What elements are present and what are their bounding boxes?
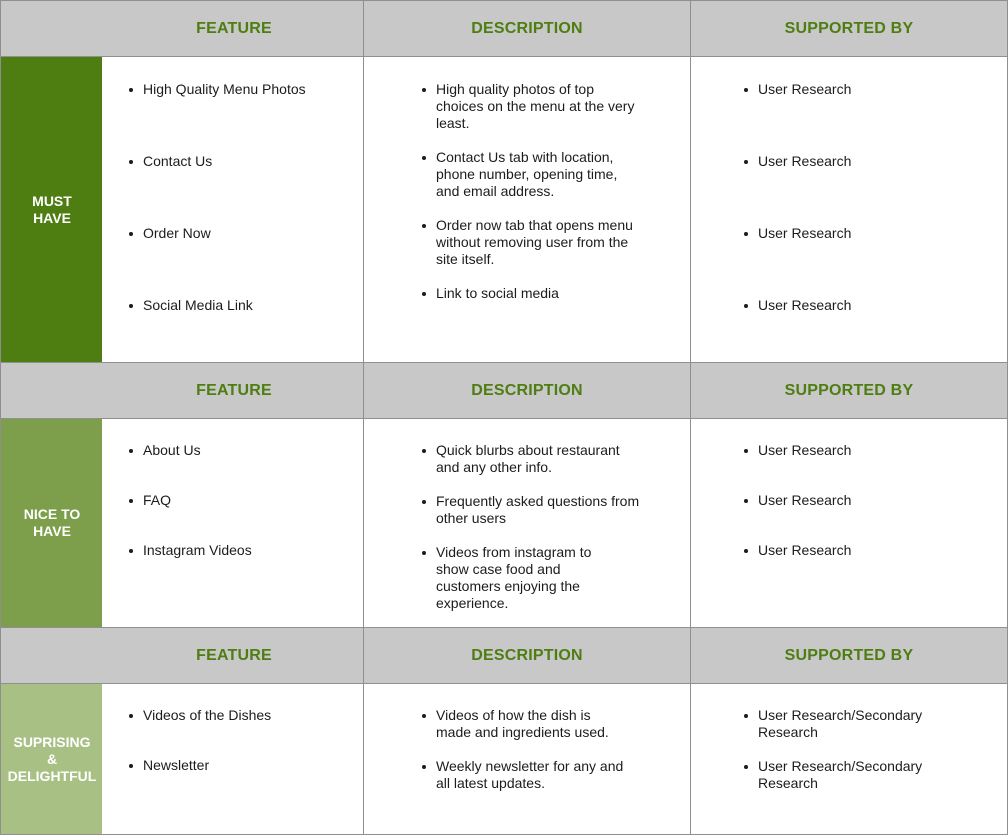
list-item: About Us [129,442,201,459]
supported-by-cell-1 [690,56,1008,363]
category-surprising-delightful [0,683,103,835]
list-item: Contact Us tab with location, phone number, opening time, and email address. [422,149,640,200]
description-header-2 [363,362,691,419]
feature-header-2 [0,362,364,419]
category-label: SUPRISING [13,733,91,750]
list-item: High Quality Menu Photos [129,81,306,98]
list-item: Videos of how the dish is made and ingredients used. [422,707,627,741]
feature-header-1 [0,0,364,57]
feature-cell-3 [102,683,364,835]
feature-header-label: FEATURE [196,19,272,37]
description-header-label: DESCRIPTION [471,19,583,37]
list-item: Videos from instagram to show case food and customers enjoying the experience. [422,544,622,612]
feature-cell-2 [102,418,364,628]
list-item: FAQ [129,492,171,509]
description-header-label: DESCRIPTION [471,381,583,399]
list-item: Videos of the Dishes [129,707,271,724]
description-header-1 [363,0,691,57]
description-header-3 [363,627,691,684]
list-item: Social Media Link [129,297,253,314]
category-label: & [46,750,58,767]
list-item: Quick blurbs about restaurant and any other info. [422,442,640,476]
list-item: Frequently asked questions from other users [422,493,640,527]
category-nice-to-have [0,418,103,628]
supported-by-header-2 [690,362,1008,419]
list-item: User Research [744,442,851,459]
category-label: NICE TO [23,506,81,522]
list-item: User Research [744,81,851,98]
category-label: MUST [32,192,72,209]
description-cell-3 [363,683,691,835]
supported-by-cell-3 [690,683,1008,835]
category-label: HAVE [33,523,71,539]
list-item: User Research [744,225,851,242]
list-item: Contact Us [129,153,212,170]
supported-by-cell-2 [690,418,1008,628]
supported-by-header-label: SUPPORTED BY [784,381,914,399]
list-item: Link to social media [422,285,640,302]
list-item: Order now tab that opens menu without removing user from the site itself. [422,217,640,268]
description-cell-2 [363,418,691,628]
feature-header-label: FEATURE [196,381,272,399]
supported-by-header-label: SUPPORTED BY [784,646,914,664]
list-item: Order Now [129,225,211,242]
list-item: User Research [744,153,851,170]
feature-header-3 [0,627,364,684]
description-header-label: DESCRIPTION [471,646,583,664]
category-label: DELIGHTFUL [7,767,97,784]
list-item: User Research [744,297,851,314]
supported-by-header-3 [690,627,1008,684]
category-label: HAVE [33,209,71,226]
feature-cell-1 [102,56,364,363]
list-item: User Research/Secondary Research [744,707,944,741]
supported-by-header-1 [690,0,1008,57]
list-item: User Research/Secondary Research [744,758,944,792]
list-item: Instagram Videos [129,542,252,559]
list-item: User Research [744,492,851,509]
feature-header-label: FEATURE [196,646,272,664]
category-must-have [0,56,103,363]
list-item: Newsletter [129,757,209,774]
list-item: High quality photos of top choices on the menu at the very least. [422,81,640,132]
list-item: User Research [744,542,851,559]
description-cell-1 [363,56,691,363]
list-item: Weekly newsletter for any and all latest updates. [422,758,640,792]
supported-by-header-label: SUPPORTED BY [784,19,914,37]
